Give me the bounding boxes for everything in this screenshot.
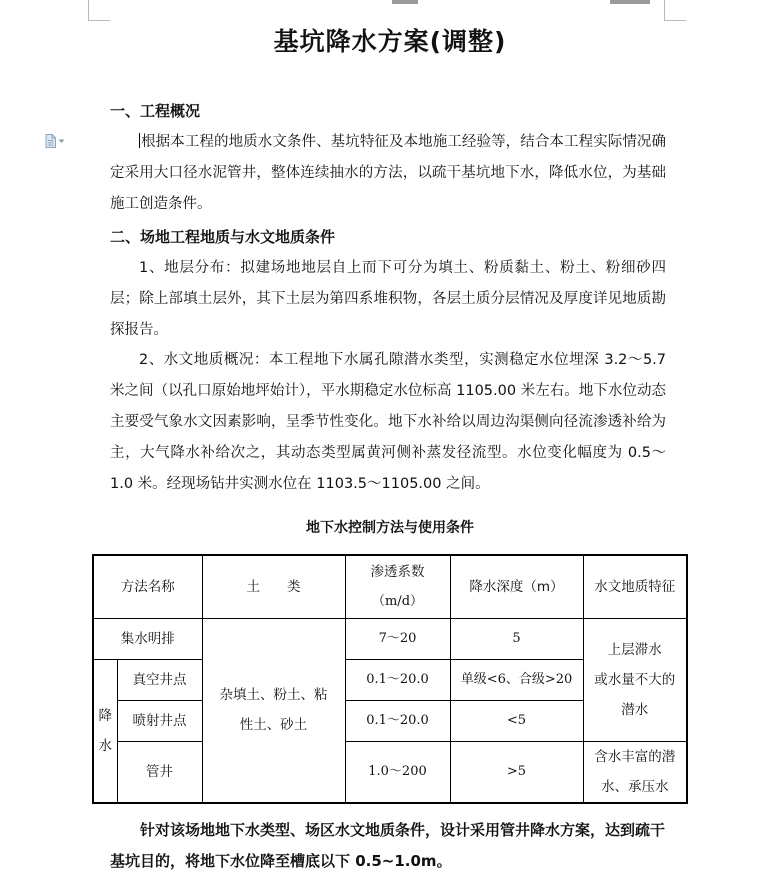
header-soil: 土 类 [202,555,345,618]
table-row [93,618,687,659]
section-2-paragraph-2: 2、水文地质概况：本工程地下水属孔隙潜水类型，实测稳定水位埋深 3.2～5.7 米之间（以孔口原始地坪始计），平水期稳定水位标高 1105.00 米左右。地下水位动态主要受气象水文因素影响，呈季节性变化。地下水补给以周边沟渠侧向径流渗透补给为主，大气降水补给次之，其动态类型属黄河侧补蒸发径流型。水位变化幅度为 0.5～1.0 米。经现场钻井实测水位在 1103.5～1105.00 之间。 [110,352,666,492]
header-depth: 降水深度（m） [450,555,583,618]
previous-page-fragment-right [610,0,650,4]
header-permeability [345,555,450,618]
row-method-vacuum: 真空井点 [117,659,202,700]
row-permeability-tube-well: 1.0～200 [345,741,450,803]
hydro-a-line-3: 潜水 [621,701,649,718]
section-1-paragraph[interactable] [110,127,666,220]
closing-paragraph: 针对该场地地下水类型、场区水文地质条件，设计采用管井降水方案，达到疏干基坑目的，将地下水位降至槽底以下 0.5~1.0m。 [110,821,666,870]
section-2-paragraph-1: 1、地层分布：拟建场地地层自上而下可分为填土、粉质黏土、粉土、粉细砂四层；除上部填土层外，其下土层为第四系堆积物，各层土质分层情况及厚度详见地质勘探报告。 [110,260,666,338]
section-1-text: 根据本工程的地质水文条件、基坑特征及本地施工经验等，结合本工程实际情况确定采用大口径水泥管井，整体连续抽水的方法，以疏干基坑地下水，降低水位，为基础施工创造条件。 [110,134,666,212]
row-depth-tube-well: >5 [450,741,583,803]
document-options-icon[interactable] [45,134,71,148]
document-title: 基坑降水方案(调整) [273,27,507,56]
crop-mark-top-right-horizontal [664,20,686,21]
soil-type-line-2: 性土、砂土 [239,717,308,734]
section-1-heading: 一、工程概况 [110,102,201,120]
header-method: 方法名称 [93,555,202,618]
crop-mark-top-left [88,0,89,20]
soil-type-line-1: 杂填土、粉土、粘 [219,687,328,704]
table-row [93,741,687,803]
table-header-row [93,555,687,618]
row-method-jet: 喷射井点 [117,700,202,741]
row-depth-jet: <5 [450,700,583,741]
header-permeability-label: 渗透系数 [370,563,425,580]
hydro-feature-cell-a [583,618,687,741]
hydro-a-line-1: 上层滞水 [607,641,662,658]
crop-mark-top-left-horizontal [88,20,110,21]
section-2-heading: 二、场地工程地质与水文地质条件 [110,228,336,246]
hydro-b-line-2: 水、承压水 [601,778,669,795]
row-permeability-sump: 7～20 [345,618,450,659]
table-title: 地下水控制方法与使用条件 [306,520,474,536]
groundwater-control-table [92,554,688,804]
hydro-b-line-1: 含水丰富的潜 [594,748,676,765]
row-permeability-vacuum: 0.1～20.0 [345,659,450,700]
text-cursor [139,133,140,148]
crop-mark-top-right [664,0,665,20]
row-method-tube-well: 管井 [117,741,202,803]
row-method-sump: 集水明排 [93,618,202,659]
row-depth-sump: 5 [450,618,583,659]
row-permeability-jet: 0.1～20.0 [345,700,450,741]
row-depth-vacuum: 单级<6、合级>20 [450,659,583,700]
group-label-char-1: 降 [98,707,112,724]
document-icon [45,134,56,148]
hydro-feature-cell-b [583,741,687,803]
dewatering-group-label [93,659,117,803]
chevron-down-icon [58,139,65,144]
soil-type-cell [202,618,345,803]
header-hydro: 水文地质特征 [583,555,687,618]
hydro-a-line-2: 或水量不大的 [594,671,676,688]
previous-page-fragment [392,0,418,4]
header-permeability-unit: （m/d） [371,593,424,609]
group-label-char-2: 水 [98,737,112,754]
